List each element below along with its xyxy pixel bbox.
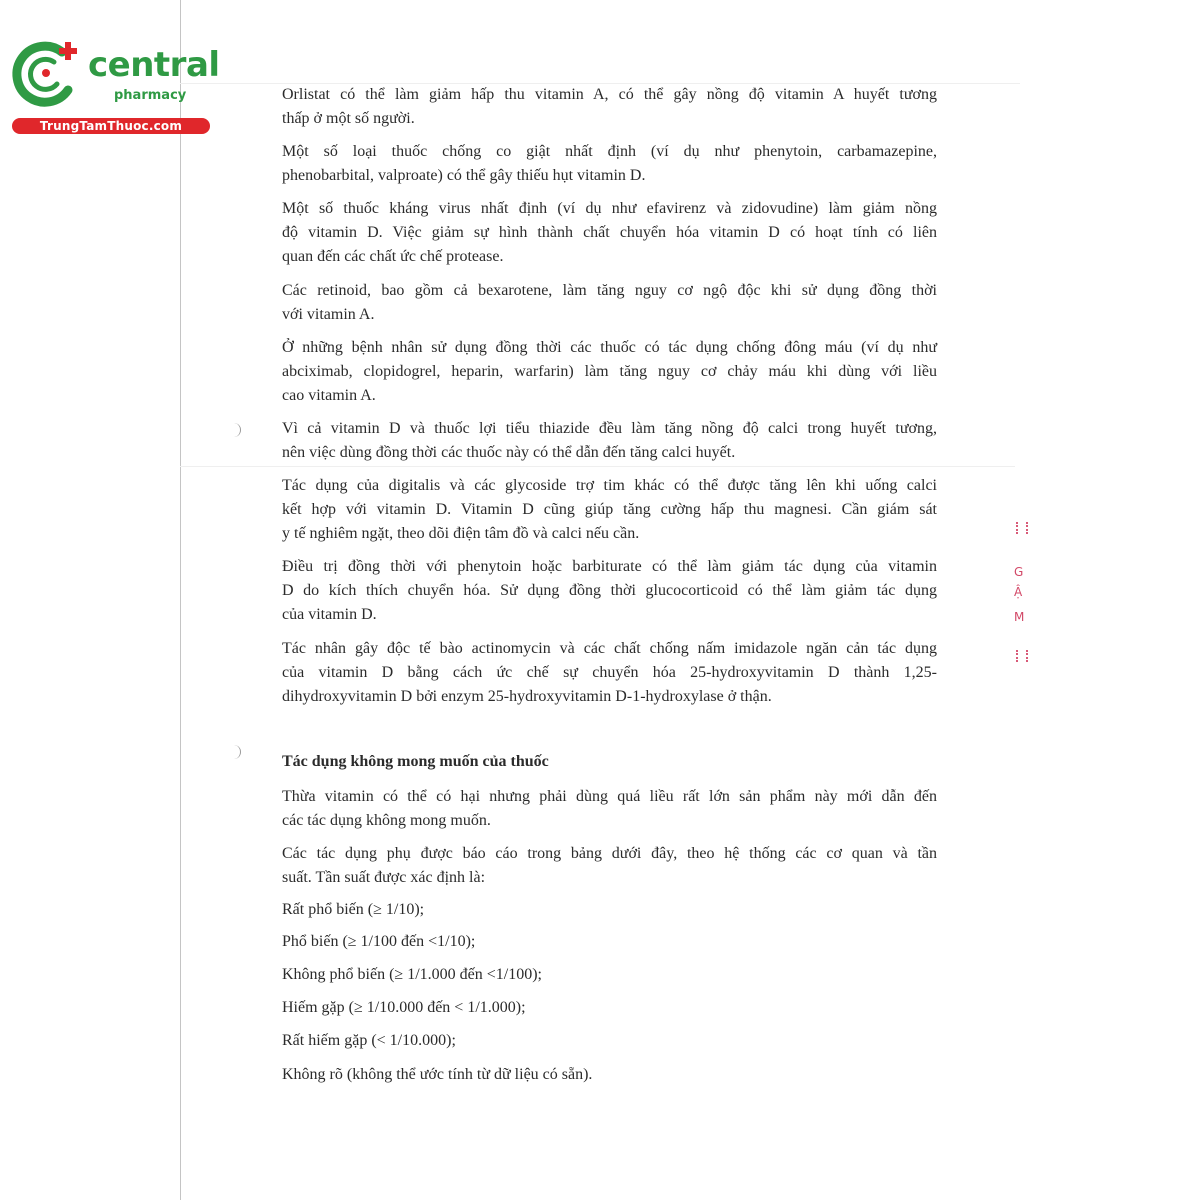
paragraph-thiazide [282,417,937,465]
frequency-item: Không phổ biến (≥ 1/1.000 đến <1/100); [282,966,542,983]
paragraph-antivirals [282,197,937,269]
central-pharmacy-logo[interactable] [10,38,220,138]
text-line: quan đến các chất ức chế protease. [282,248,504,265]
logo-brand-name: central [88,45,220,85]
text-line: Điều trị đồng thời với phenytoin hoặc barbiturate có thể làm giảm tác dụng của vitamin [282,558,937,575]
text-line: Orlistat có thể làm giảm hấp thu vitamin A, có thể gây nồng độ vitamin A huyết tương [282,86,937,103]
text-line: dihydroxyvitamin D bởi enzym 25-hydroxyvitamin D-1-hydroxylase ở thận. [282,688,772,705]
frequency-item: Rất hiếm gặp (< 1/10.000); [282,1032,456,1049]
text-line: với vitamin A. [282,306,375,323]
section-heading: Tác dụng không mong muốn của thuốc [282,753,549,770]
text-line: abciximab, clopidogrel, heparin, warfarin) làm tăng nguy cơ chảy máu khi dùng với liều [282,363,937,380]
logo-brand-subtitle: pharmacy [114,88,187,103]
text-line: Thừa vitamin có thể có hại nhưng phải dùng quá liều rất lớn sản phẩm này mới dẫn đến [282,788,937,805]
text-line: Ở những bệnh nhân sử dụng đồng thời các thuốc có tác dụng chống đông máu (ví dụ như [282,339,937,356]
scan-fold-line [180,466,1015,467]
paragraph-actinomycin [282,637,937,709]
margin-punch-mark [234,745,241,759]
text-line: các tác dụng không mong muốn. [282,812,491,829]
logo-c-icon [10,38,90,110]
text-line: suất. Tần suất được xác định là: [282,869,486,886]
text-line: Một số thuốc kháng virus nhất định (ví dụ như efavirenz và zidovudine) làm giảm nồng [282,200,937,217]
stamp-fragment-mark [1016,522,1028,534]
text-line: kết hợp với vitamin D. Vitamin D cũng giúp tăng cường hấp thu magnesi. Cần giám sát [282,501,937,518]
paragraph-anticoagulants [282,336,937,408]
text-line: phenobarbital, valproate) có thể gây thiếu hụt vitamin D. [282,167,646,184]
text-line: nên việc dùng đồng thời các thuốc này có thể dẫn đến tăng calci huyết. [282,444,736,461]
paragraph-digitalis [282,474,937,546]
text-line: độ vitamin D. Việc giảm sự hình thành chất chuyển hóa vitamin D có hoạt tính có liên [282,224,937,241]
text-line: của vitamin D bằng cách ức chế sự chuyển hóa 25-hydroxyvitamin D thành 1,25- [282,664,937,681]
frequency-item: Hiếm gặp (≥ 1/10.000 đến < 1/1.000); [282,999,526,1016]
text-line: cao vitamin A. [282,387,376,404]
stamp-fragment-mark [1016,650,1028,662]
paragraph-frequency-intro [282,842,937,890]
text-line: Các retinoid, bao gồm cả bexarotene, làm tăng nguy cơ ngộ độc khi sử dụng đồng thời [282,282,937,299]
paragraph-retinoids [282,279,937,327]
paragraph-phenytoin [282,555,937,627]
text-line: Một số loại thuốc chống co giật nhất định (ví dụ như phenytoin, carbamazepine, [282,143,937,160]
text-line: thấp ở một số người. [282,110,415,127]
frequency-item: Phổ biến (≥ 1/100 đến <1/10); [282,933,476,950]
paragraph-overdose [282,785,937,833]
stamp-fragment-letter: Ậ [1014,585,1023,599]
paragraph-orlistat [282,83,937,131]
text-line: Vì cả vitamin D và thuốc lợi tiểu thiazide đều làm tăng nồng độ calci trong huyết tương, [282,420,937,437]
stamp-fragment-letter: G [1014,565,1024,579]
logo-website-badge: TrungTamThuoc.com [12,118,210,134]
text-line: D do kích thích chuyển hóa. Sử dụng đồng thời glucocorticoid có thể làm giảm tác dụng [282,582,937,599]
text-line: của vitamin D. [282,606,377,623]
text-line: Tác dụng của digitalis và các glycoside trợ tim khác có thể được tăng lên khi uống calci [282,477,937,494]
stamp-fragment-letter: M [1014,610,1025,624]
frequency-item: Không rõ (không thể ước tính từ dữ liệu có sẵn). [282,1066,593,1083]
text-line: Tác nhân gây độc tế bào actinomycin và các chất chống nấm imidazole ngăn cản tác dụng [282,640,937,657]
text-line: Các tác dụng phụ được báo cáo trong bảng dưới đây, theo hệ thống các cơ quan và tần [282,845,937,862]
frequency-item: Rất phổ biến (≥ 1/10); [282,901,425,918]
text-line: y tế nghiêm ngặt, theo dõi điện tâm đồ và calci nếu cần. [282,525,640,542]
margin-punch-mark [234,423,241,437]
paragraph-anticonvulsants [282,140,937,188]
scan-page-edge [180,0,181,1200]
